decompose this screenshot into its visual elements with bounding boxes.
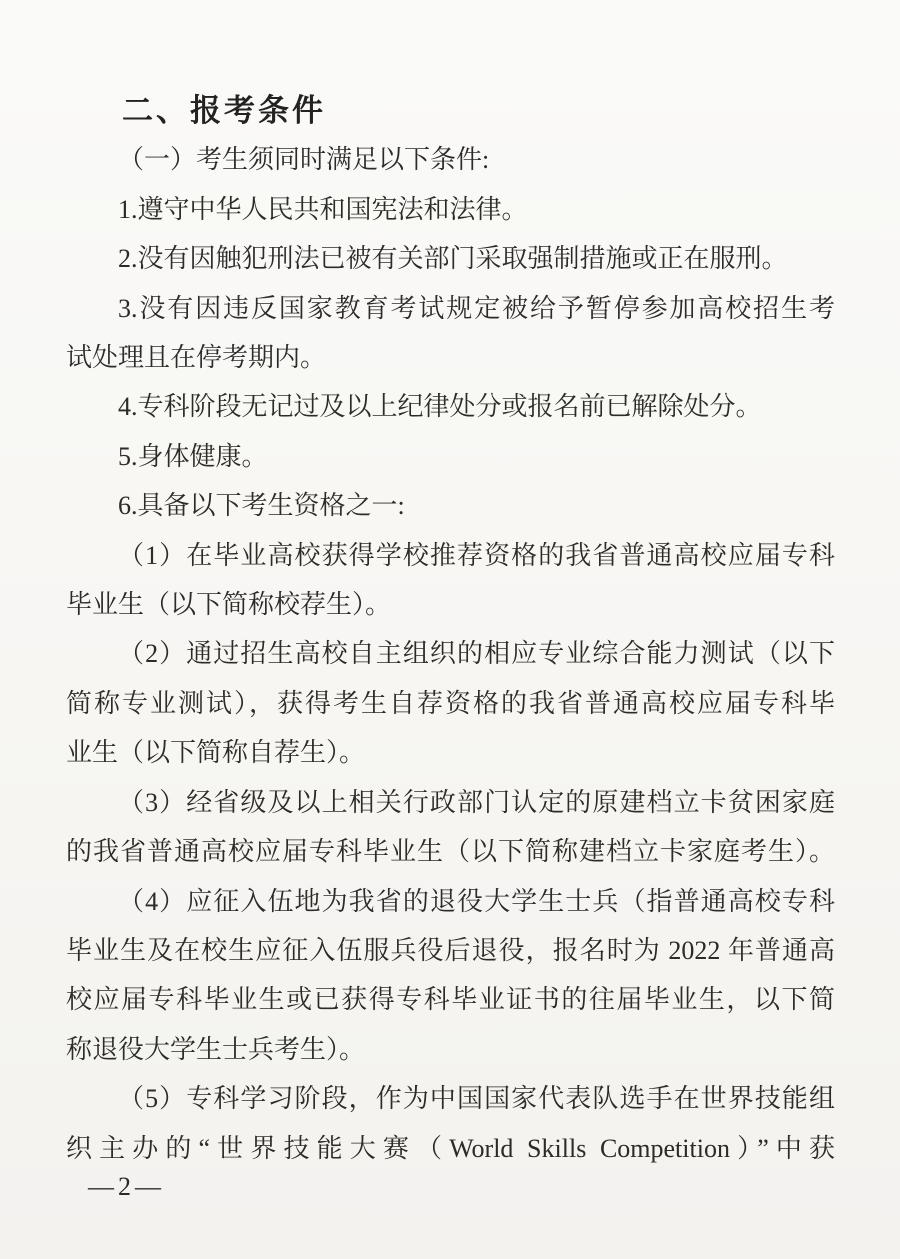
text-line: 织主办的“世界技能大赛（World Skills Competition）”中获: [66, 1133, 835, 1163]
page-number: —2—: [88, 1172, 165, 1201]
text-line: （5）专科学习阶段，作为中国国家代表队选手在世界技能组: [118, 1084, 835, 1114]
text-line: （2）通过招生高校自主组织的相应专业综合能力测试（以下: [118, 639, 835, 669]
text-line: （4）应征入伍地为我省的退役大学生士兵（指普通高校专科: [118, 886, 835, 916]
text-line: 业生（以下简称自荐生）。: [66, 738, 366, 768]
text-line: 的我省普通高校应届专科毕业生（以下简称建档立卡家庭考生）。: [66, 837, 835, 867]
text-line: 6.具备以下考生资格之一:: [118, 491, 405, 521]
text-line: 称退役大学生士兵考生）。: [66, 1034, 366, 1064]
document-body: [66, 86, 835, 1173]
text-line: 毕业生及在校生应征入伍服兵役后退役，报名时为 2022 年普通高: [66, 935, 835, 965]
text-line: 简称专业测试），获得考生自荐资格的我省普通高校应届专科毕: [66, 688, 835, 718]
text-line: （一）考生须同时满足以下条件:: [118, 145, 490, 175]
text-line: 校应届专科毕业生或已获得专科毕业证书的往届毕业生，以下简: [66, 985, 835, 1015]
text-line: 毕业生（以下简称校荐生）。: [66, 590, 392, 620]
text-line: （1）在毕业高校获得学校推荐资格的我省普通高校应届专科: [118, 540, 835, 570]
text-line: 4.专科阶段无记过及以上纪律处分或报名前已解除处分。: [118, 392, 762, 422]
text-line: 5.身体健康。: [118, 441, 268, 471]
text-line: （3）经省级及以上相关行政部门认定的原建档立卡贫困家庭: [118, 787, 835, 817]
text-line: 2.没有因触犯刑法已被有关部门采取强制措施或正在服刑。: [118, 244, 788, 274]
text-line: 试处理且在停考期内。: [66, 343, 327, 373]
section-heading: 二、报考条件: [122, 93, 326, 128]
text-line: 3.没有因违反国家教育考试规定被给予暂停参加高校招生考: [118, 293, 835, 323]
text-line: 1.遵守中华人民共和国宪法和法律。: [118, 194, 528, 224]
